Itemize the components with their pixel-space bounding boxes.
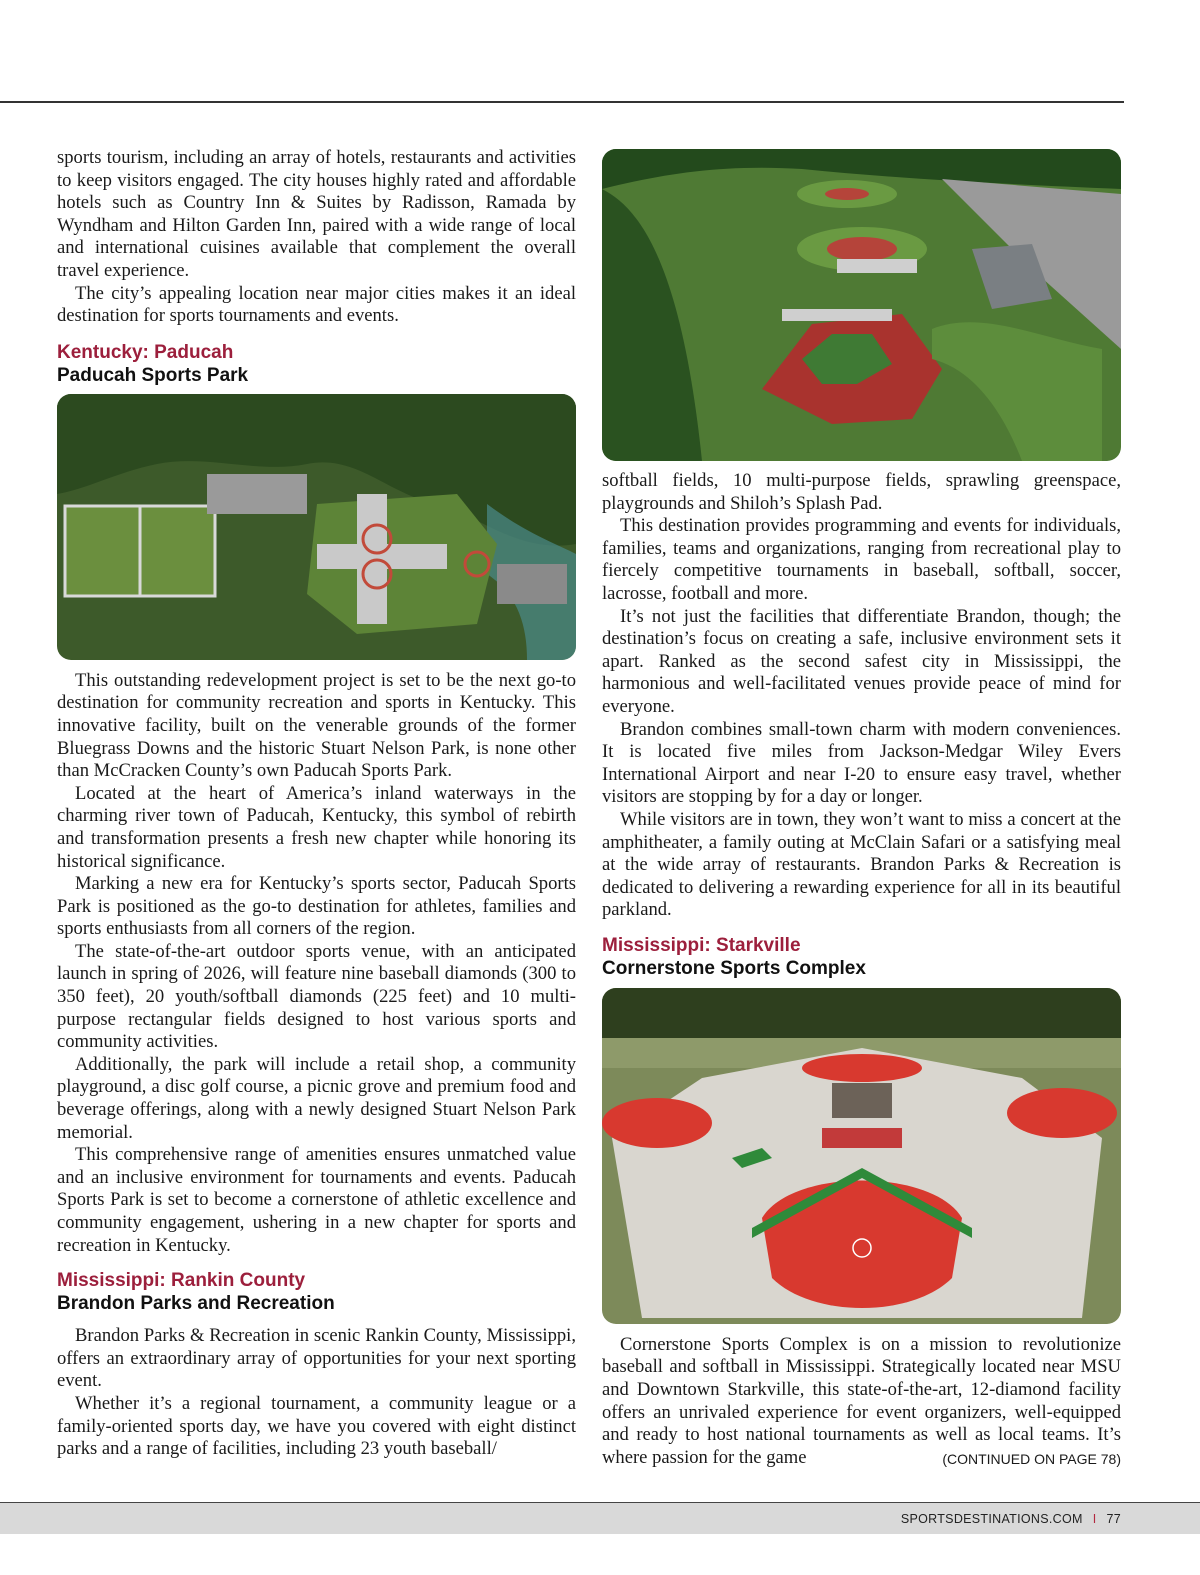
starkville-heading [602, 934, 1121, 980]
brandon-ballpark-aerial-image [602, 149, 1121, 461]
paducah-site-plan-image [57, 394, 576, 660]
rankin-paragraph: Brandon Parks & Recreation in scenic Rankin County, Mississippi, offers an extraordinary array of opportunities for your next sporting event. [57, 1325, 576, 1392]
section-region-title: Mississippi: Rankin County [57, 1270, 306, 1292]
rankin-paragraph: Whether it’s a regional tournament, a community league or a family-oriented sports day, we have you covered with eight distinct parks and a range of facilities, including 23 youth baseball/ [57, 1392, 576, 1460]
brandon-paragraph: While visitors are in town, they won’t want to miss a concert at the amphitheater, a family outing at McClain Safari or a satisfying meal at the wide array of restaurants. Brandon Parks & Recreation is dedicated to delivering a rewarding experience for all in its beautiful parkland. [602, 808, 1121, 921]
paducah-paragraph: Located at the heart of America’s inland waterways in the charming river town of Paducah, Kentucky, this symbol of rebirth and transformation presents a fresh new chapter while honoring its historical significance. [57, 782, 576, 872]
section-venue-title: Brandon Parks and Recreation [57, 1293, 335, 1315]
left-column [57, 147, 576, 1461]
continued-note: (CONTINUED ON PAGE 78) [942, 1450, 1121, 1467]
intro-paragraph-2: The city’s appealing location near major cities makes it an ideal destination for sports tournaments and events. [57, 282, 576, 327]
right-column [602, 149, 1121, 1470]
page-number: 77 [1106, 1512, 1121, 1526]
footer-separator: I [1092, 1512, 1097, 1526]
footer [901, 1512, 1121, 1526]
paducah-paragraph: This outstanding redevelopment project is set to be the next go-to destination for community recreation and sports in Kentucky. This innovative facility, built on the venerable grounds of the former Bluegrass Downs and the historic Stuart Nelson Park, is none other than McCracken County’s own Paducah Sports Park. [57, 669, 576, 782]
brandon-paragraph: softball fields, 10 multi-purpose fields, sprawling greenspace, playgrounds and Shiloh’s Splash Pad. [602, 470, 1121, 514]
intro-paragraph: sports tourism, including an array of hotels, restaurants and activities to keep visitors engaged. The city houses highly rated and affordable hotels such as Country Inn & Suites by Radisson, Ramada by Wyndham and Hilton Garden Inn, paired with a wide range of local and international cuisines available that complement the overall travel experience. [57, 147, 576, 281]
top-rule [0, 101, 1124, 103]
brandon-paragraph: This destination provides programming and events for individuals, families, teams and organizations, ranging from recreational play to fiercely competitive tournaments in baseball, softball, soccer, lacrosse, football and more. [602, 515, 1121, 604]
paducah-paragraph: The state-of-the-art outdoor sports venue, with an anticipated launch in spring of 2026, will feature nine baseball diamonds (300 to 350 feet), 20 youth/softball diamonds (225 feet) and 10 multi-purpose rectangular fields designed to host various sports and community activities. [57, 940, 576, 1053]
paducah-paragraph: Marking a new era for Kentucky’s sports sector, Paducah Sports Park is positioned as the go-to destination for athletes, families and sports enthusiasts from all corners of the region. [57, 873, 576, 940]
section-venue-title: Cornerstone Sports Complex [602, 957, 866, 979]
paducah-paragraph: Additionally, the park will include a retail shop, a community playground, a disc golf course, a picnic grove and premium food and beverage offerings, along with a newly designed Stuart Nelson Park memorial. [57, 1053, 576, 1143]
section-region-title: Kentucky: Paducah [57, 341, 234, 363]
paducah-paragraph: This comprehensive range of amenities ensures unmatched value and an inclusive environment for tournaments and events. Paducah Sports Park is set to become a cornerstone of athletic excellence and community engagement, ushering in a new chapter for sports and recreation in Kentucky. [57, 1144, 576, 1256]
cornerstone-complex-aerial-image [602, 988, 1121, 1324]
footer-site: SPORTSDESTINATIONS.COM [900, 1512, 1083, 1526]
brandon-paragraph: Brandon combines small-town charm with modern conveniences. It is located five miles from Jackson-Medgar Wiley Evers International Airport and near I-20 to ensure easy travel, whether visitors are stopping by for a day or longer. [602, 718, 1121, 808]
paducah-heading [57, 341, 576, 387]
cornerstone-paragraph [602, 1334, 1121, 1470]
section-venue-title: Paducah Sports Park [57, 364, 249, 386]
cornerstone-paragraph-text: Cornerstone Sports Complex is on a mission to revolutionize baseball and softball in Mississippi. Strategically located near MSU and Downtown Starkville, this state-of-the-art, 12-diamond facility offers an unrivaled experience for event organizers, well-equipped and ready to host national tournaments as well as local teams. It’s where passion for the game [602, 1333, 1121, 1468]
brandon-paragraph: It’s not just the facilities that differentiate Brandon, though; the destination’s focus on creating a safe, inclusive environment sets it apart. Ranked as the second safest city in Mississippi, the harmonious and well-facilitated venues provide peace of mind for everyone. [602, 605, 1121, 717]
rankin-heading [57, 1269, 576, 1315]
section-region-title: Mississippi: Starkville [602, 934, 801, 956]
